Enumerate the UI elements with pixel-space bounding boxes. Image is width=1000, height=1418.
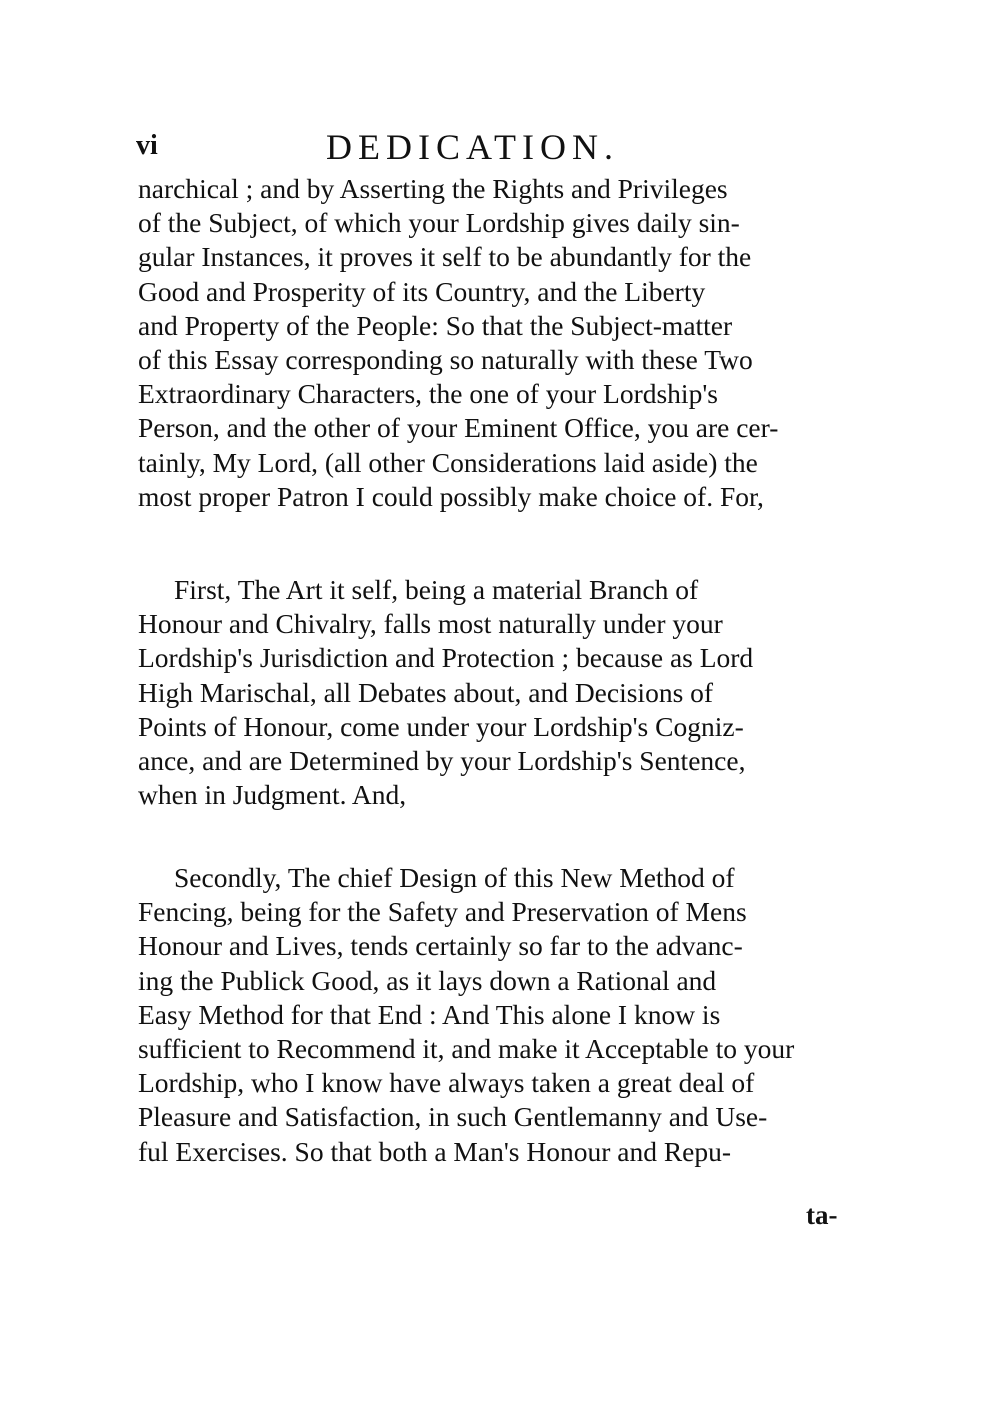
text-line: Person, and the other of your Eminent Office, you are cer-	[138, 412, 779, 444]
text-line: most proper Patron I could possibly make choice of. For,	[138, 480, 764, 512]
running-title: DEDICATION.	[326, 127, 619, 167]
text-line: ing the Publick Good, as it lays down a Rational and	[138, 964, 717, 996]
catchword: ta-	[806, 1200, 838, 1230]
text-line: gular Instances, it proves it self to be abundantly for the	[138, 241, 752, 273]
text-line: and Property of the People: So that the Subject-matter	[138, 309, 733, 341]
text-line: tainly, My Lord, (all other Considerations laid aside) the	[138, 446, 758, 478]
paragraph-secondly	[138, 861, 868, 1169]
text-line: ance, and are Determined by your Lordship's Sentence,	[138, 744, 746, 776]
text-line: ful Exercises. So that both a Man's Honour and Repu-	[138, 1135, 732, 1167]
text-line: Fencing, being for the Safety and Preservation of Mens	[138, 896, 747, 928]
text-line: sufficient to Recommend it, and make it Acceptable to your	[138, 1032, 795, 1064]
paragraph-first	[138, 573, 868, 812]
paragraph-continuation	[138, 172, 868, 514]
text-line: Honour and Lives, tends certainly so far to the advanc-	[138, 930, 743, 962]
text-line: Pleasure and Satisfaction, in such Gentlemanny and Use-	[138, 1101, 768, 1133]
text-line: Lordship's Jurisdiction and Protection ; because as Lord	[138, 642, 754, 674]
text-line: Lordship, who I know have always taken a great deal of	[138, 1067, 755, 1099]
text-line: Secondly, The chief Design of this New Method of	[174, 862, 735, 893]
text-line: narchical ; and by Asserting the Rights and Privileges	[138, 173, 728, 204]
text-line: Good and Prosperity of its Country, and the Liberty	[138, 275, 706, 307]
text-line: when in Judgment. And,	[138, 779, 407, 811]
page-header	[136, 124, 876, 174]
text-line: High Marischal, all Debates about, and Decisions of	[138, 676, 714, 708]
text-line: Honour and Chivalry, falls most naturally under your	[138, 608, 723, 640]
text-line: Easy Method for that End : And This alone I know is	[138, 998, 721, 1030]
text-line: Extraordinary Characters, the one of your Lordship's	[138, 378, 718, 410]
text-line: Points of Honour, come under your Lordship's Cogniz-	[138, 710, 744, 742]
page-number: vi	[136, 130, 158, 161]
text-line: of this Essay corresponding so naturally with these Two	[138, 343, 753, 375]
text-line: First, The Art it self, being a material Branch of	[174, 574, 699, 605]
text-line: of the Subject, of which your Lordship gives daily sin-	[138, 207, 740, 239]
